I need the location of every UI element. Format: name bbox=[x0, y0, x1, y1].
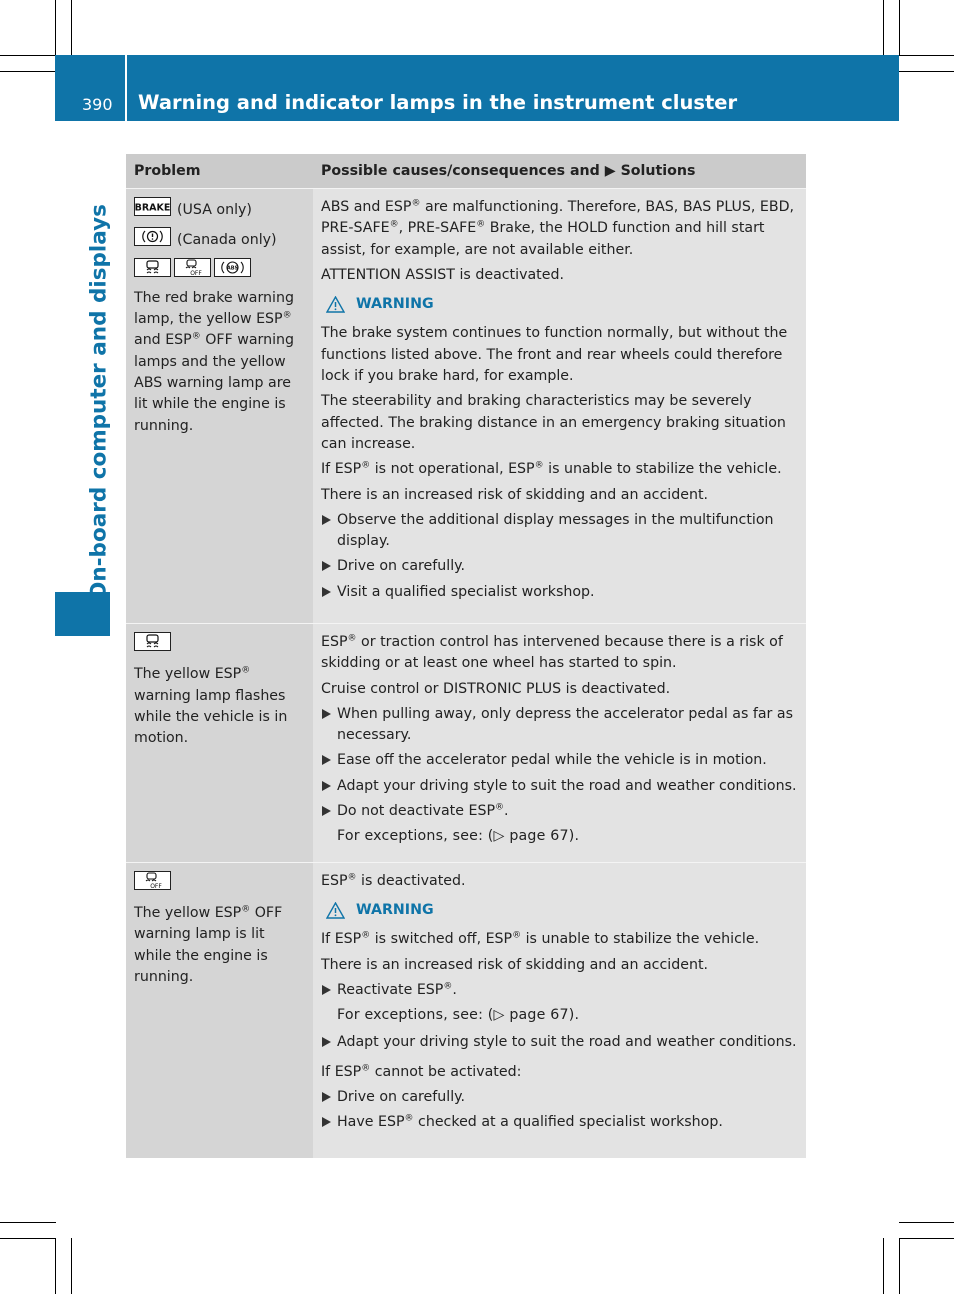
abs-lamp-icon bbox=[214, 258, 251, 284]
svg-text:OFF: OFF bbox=[190, 269, 202, 277]
lamp-note: (Canada only) bbox=[177, 231, 277, 248]
cause-paragraph: ESP® is deactivated. bbox=[321, 871, 466, 889]
solution-bullet: Visit a qualified specialist workshop. bbox=[321, 582, 799, 603]
solution-cell bbox=[313, 624, 806, 863]
crop-mark bbox=[899, 1238, 954, 1239]
brake-circle-lamp-icon bbox=[134, 227, 171, 253]
solution-bullet: When pulling away, only depress the accelerator pedal as far as necessary. bbox=[321, 704, 799, 747]
solution-cell bbox=[313, 189, 806, 624]
crop-mark bbox=[0, 1238, 56, 1239]
solution-cell bbox=[313, 862, 806, 1158]
solution-bullet: Ease off the accelerator pedal while the vehicle is in motion. bbox=[321, 750, 799, 771]
warning-heading bbox=[321, 900, 799, 921]
svg-text:BRAKE: BRAKE bbox=[134, 202, 171, 214]
solution-bullet: Drive on carefully. bbox=[321, 556, 799, 577]
page-reference-link[interactable]: For exceptions, see: (▷ page 67). bbox=[337, 828, 580, 845]
page-number: 390 bbox=[82, 95, 113, 114]
problem-cell bbox=[126, 862, 313, 1158]
column-header-solutions: Possible causes/consequences and ▶ Solutions bbox=[313, 154, 806, 189]
problem-cell bbox=[126, 624, 313, 863]
crop-mark bbox=[899, 55, 954, 56]
page-header bbox=[55, 55, 899, 121]
warning-paragraph: There is an increased risk of skidding and an accident. bbox=[321, 956, 709, 973]
crop-mark bbox=[899, 1238, 900, 1294]
crop-mark bbox=[883, 0, 884, 56]
warning-label: WARNING bbox=[356, 901, 434, 918]
crop-mark bbox=[71, 0, 72, 56]
warning-paragraph: There is an increased risk of skidding and an accident. bbox=[321, 486, 709, 503]
solution-bullet: Adapt your driving style to suit the road and weather conditions. bbox=[321, 776, 799, 797]
problem-description: The red brake warning lamp, the yellow ESP® and ESP® OFF warning lamps and the yellow ABS warning lamp are lit while the engine is running. bbox=[134, 289, 295, 434]
header-divider bbox=[125, 55, 127, 121]
warning-label: WARNING bbox=[356, 296, 434, 313]
brake-lamp-icon bbox=[134, 197, 171, 223]
cause-paragraph: ESP® or traction control has intervened because there is a risk of skidding or at least one wheel has started to spin. bbox=[321, 633, 783, 672]
solution-bullet: Have ESP® checked at a qualified specialist workshop. bbox=[321, 1112, 799, 1133]
problem-description: The yellow ESP® warning lamp flashes while the vehicle is in motion. bbox=[134, 665, 288, 747]
cause-paragraph: ATTENTION ASSIST is deactivated. bbox=[321, 266, 564, 283]
lamp-group bbox=[134, 632, 306, 658]
table-row bbox=[126, 862, 806, 1158]
table-row bbox=[126, 189, 806, 624]
solution-bullet: Drive on carefully. bbox=[321, 1087, 799, 1108]
cause-paragraph: If ESP® cannot be activated: bbox=[321, 1063, 522, 1080]
crop-mark bbox=[55, 1238, 56, 1294]
page-title: Warning and indicator lamps in the instrument cluster bbox=[138, 91, 738, 114]
crop-mark bbox=[899, 0, 900, 56]
solution-bullet: Observe the additional display messages in the multifunction display. bbox=[321, 510, 799, 553]
esp-off-lamp-icon bbox=[174, 258, 211, 284]
svg-text:OFF: OFF bbox=[150, 882, 162, 890]
column-header-problem: Problem bbox=[126, 154, 313, 189]
warning-paragraph: The steerability and braking characteristics may be severely affected. The braking distance in an emergency braking situation can increase. bbox=[321, 393, 786, 452]
warning-paragraph: If ESP® is switched off, ESP® is unable to stabilize the vehicle. bbox=[321, 930, 760, 948]
crop-mark bbox=[899, 1222, 954, 1223]
cause-paragraph: ABS and ESP® are malfunctioning. Therefore, BAS, BAS PLUS, EBD, PRE-SAFE®, PRE-SAFE® Brake, the HOLD function and hill start assist, for example, are not available either. bbox=[321, 198, 795, 258]
crop-mark bbox=[883, 1238, 884, 1294]
crop-mark bbox=[0, 71, 56, 72]
svg-text:ABS: ABS bbox=[226, 265, 239, 272]
lamp-line bbox=[134, 197, 306, 223]
crop-mark bbox=[0, 55, 56, 56]
lamp-note: (USA only) bbox=[177, 201, 252, 218]
table-header-row bbox=[126, 154, 806, 189]
crop-mark bbox=[71, 1238, 72, 1294]
lamp-group bbox=[134, 871, 306, 897]
solution-bullet: Adapt your driving style to suit the road and weather conditions. bbox=[321, 1032, 799, 1053]
problem-cell bbox=[126, 189, 313, 624]
esp-off-lamp-icon bbox=[134, 871, 171, 897]
crop-mark bbox=[899, 71, 954, 72]
lamp-group bbox=[134, 258, 306, 284]
crop-mark bbox=[55, 0, 56, 56]
solution-bullet: Reactivate ESP®. bbox=[321, 980, 799, 1001]
warning-triangle-icon bbox=[326, 902, 345, 919]
lamp-line bbox=[134, 227, 306, 253]
section-title: On-board computer and displays bbox=[86, 204, 112, 600]
warning-triangle-icon bbox=[326, 296, 345, 313]
esp-lamp-icon bbox=[134, 258, 171, 284]
solution-bullet: Do not deactivate ESP®. bbox=[321, 801, 799, 822]
table-row bbox=[126, 624, 806, 863]
warning-heading bbox=[321, 294, 799, 315]
page-reference-link[interactable]: For exceptions, see: (▷ page 67). bbox=[337, 1007, 580, 1024]
esp-lamp-icon bbox=[134, 632, 171, 658]
problem-description: The yellow ESP® OFF warning lamp is lit while the engine is running. bbox=[134, 904, 283, 985]
warning-paragraph: The brake system continues to function normally, but without the functions listed above. The front and rear wheels could therefore lock if you brake hard, for example. bbox=[321, 325, 788, 385]
warning-paragraph: If ESP® is not operational, ESP® is unable to stabilize the vehicle. bbox=[321, 460, 782, 478]
crop-mark bbox=[0, 1222, 56, 1223]
lamps-table bbox=[126, 154, 806, 1158]
cause-paragraph: Cruise control or DISTRONIC PLUS is deactivated. bbox=[321, 680, 671, 697]
